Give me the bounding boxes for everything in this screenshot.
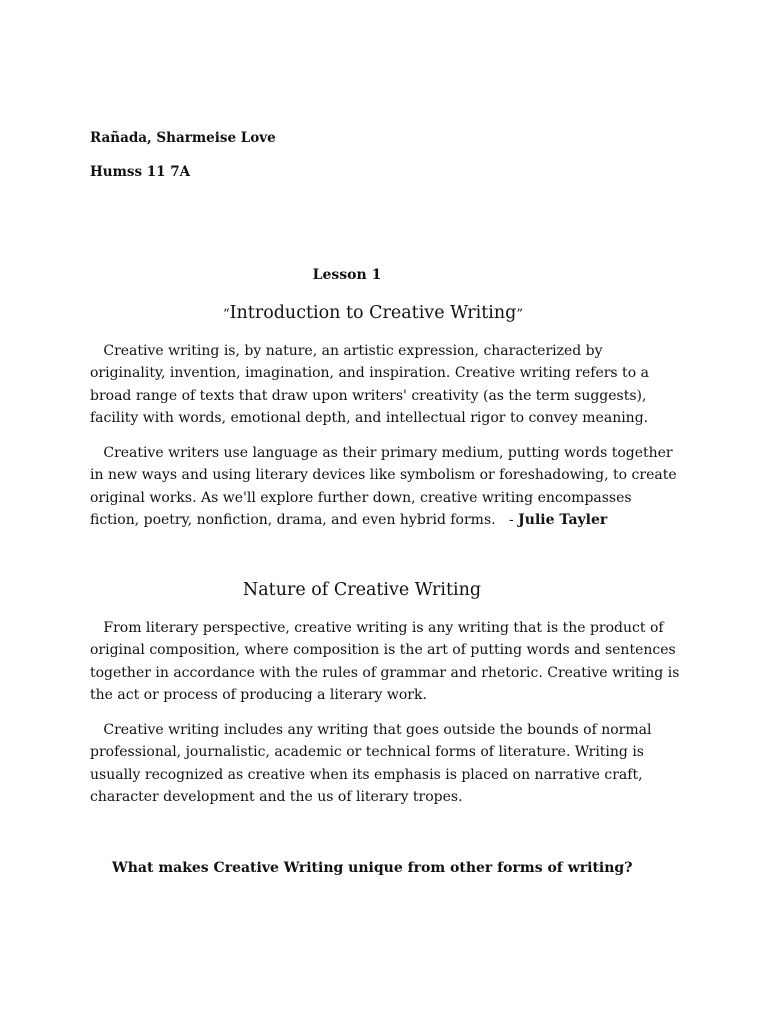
intro-paragraph-1 — [90, 340, 680, 429]
title-close-quote: ” — [516, 307, 524, 322]
attribution-name: Julie Tayler — [518, 511, 608, 528]
lesson-title-text: Introduction to Creative Writing — [229, 303, 517, 323]
title-open-quote: “ — [222, 307, 230, 322]
author-name: Rañada, Sharmeise Love — [90, 130, 276, 146]
nature-paragraph-1 — [90, 617, 680, 706]
nature-paragraph-1-text: From literary perspective, creative writing is any writing that is the product of original composition, where composition is the art of putting words and sentences together in accordance with the rules of grammar and rhetoric. Creative writing is the act or process of producing a literary work. — [90, 620, 680, 703]
class-section: Humss 11 7A — [90, 164, 191, 180]
lesson-title — [0, 301, 746, 327]
attribution-dash: - — [508, 511, 514, 528]
lesson-label: Lesson 1 — [312, 267, 382, 283]
intro-paragraph-2-text: Creative writers use language as their primary medium, putting words together in new ways and using literary devices like symbolism or foreshadowing, to create original works. As we'll explore further down, creative writing encompasses fiction, poetry, nonfiction, drama, and even hybrid forms. — [90, 445, 677, 528]
discussion-question: What makes Creative Writing unique from other forms of writing? — [112, 860, 633, 876]
nature-heading: Nature of Creative Writing — [242, 580, 482, 600]
intro-paragraph-1-text: Creative writing is, by nature, an artistic expression, characterized by originality, invention, imagination, and inspiration. Creative writing refers to a broad range of texts that draw upon writers' creativity (as the term suggests), facility with words, emotional depth, and intellectual rigor to convey meaning. — [90, 343, 649, 426]
intro-paragraph-2 — [90, 442, 680, 531]
nature-paragraph-2-text: Creative writing includes any writing that goes outside the bounds of normal professional, journalistic, academic or technical forms of literature. Writing is usually recognized as creative when its emphasis is placed on narrative craft, character development and the us of literary tropes. — [90, 722, 652, 805]
nature-paragraph-2 — [90, 719, 680, 808]
